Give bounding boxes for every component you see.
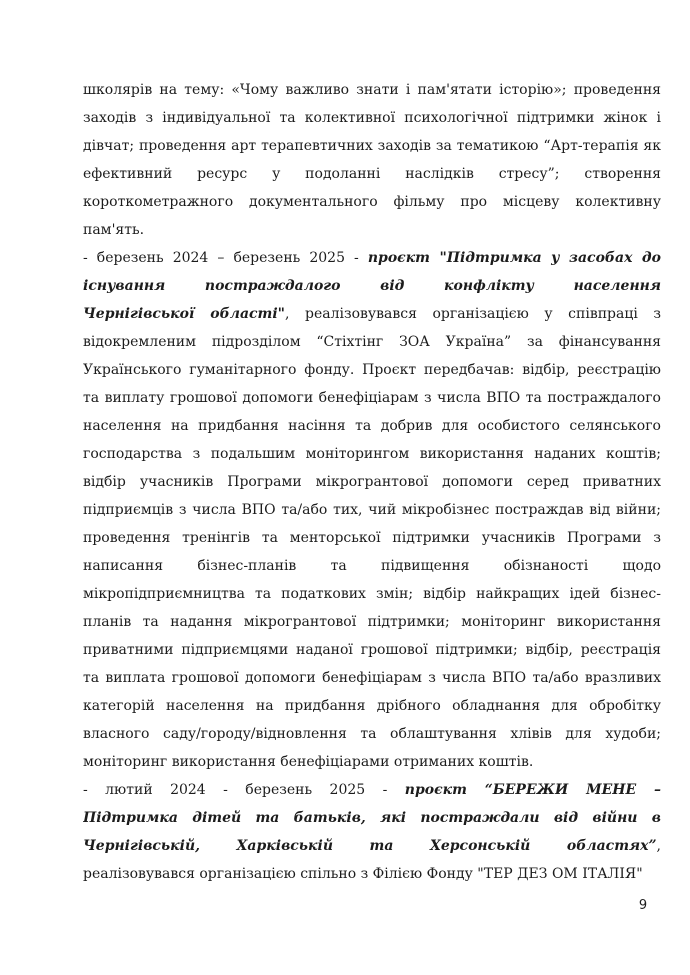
text-line xyxy=(83,636,661,664)
text-line xyxy=(83,664,661,692)
text-line xyxy=(83,160,661,188)
body-text: власного саду/городу/відновлення та облаштування хлівів для худоби; xyxy=(83,726,661,742)
emphasized-text: проєкт “БЕРЕЖИ МЕНЕ – xyxy=(404,782,661,798)
body-text: населення на придбання насіння та добрив для особистого селянського xyxy=(83,418,661,434)
text-line xyxy=(83,496,661,524)
text-line xyxy=(83,748,661,776)
body-text: школярів на тему: «Чому важливо знати і пам'ятати історію»; проведення xyxy=(83,82,661,98)
body-text: - березень 2024 – березень 2025 - xyxy=(83,250,368,266)
body-text: Українського гуманітарного фонду. Проєкт передбачав: відбір, реєстрацію xyxy=(83,362,661,378)
text-line xyxy=(83,552,661,580)
text-line xyxy=(83,216,661,244)
text-line xyxy=(83,272,661,300)
text-line xyxy=(83,412,661,440)
body-text: проведення тренінгів та менторської підтримки учасників Програми з xyxy=(83,530,661,546)
emphasized-text: Чернігівській, Харківській та Херсонській областях” xyxy=(83,838,657,854)
text-line xyxy=(83,440,661,468)
body-text: мікропідприємництва та податкових змін; відбір найкращих ідей бізнес- xyxy=(83,586,661,602)
body-text: короткометражного документального фільму про місцеву колективну xyxy=(83,194,661,210)
text-line xyxy=(83,384,661,412)
text-line xyxy=(83,692,661,720)
body-text: відбір учасників Програми мікрогрантової допомоги серед приватних xyxy=(83,474,661,490)
body-text: пам'ять. xyxy=(83,222,145,238)
body-text: дівчат; проведення арт терапевтичних заходів за тематикою “Арт-терапія як xyxy=(83,138,661,154)
text-line xyxy=(83,356,661,384)
text-line xyxy=(83,580,661,608)
text-line xyxy=(83,76,661,104)
body-text: категорій населення на придбання дрібного обладнання для обробітку xyxy=(83,698,661,714)
body-text: та виплату грошової допомоги бенефіціарам з числа ВПО та постраждалого xyxy=(83,390,661,406)
text-line xyxy=(83,244,661,272)
body-text: ефективний ресурс у подоланні наслідків стресу”; створення xyxy=(83,166,661,182)
emphasized-text: Чернігівської області" xyxy=(83,306,285,322)
body-text: - лютий 2024 - березень 2025 - xyxy=(83,782,405,798)
text-line xyxy=(83,328,661,356)
body-text: реалізовувався організацією спільно з Філією Фонду "ТЕР ДЕЗ ОМ ІТАЛІЯ" xyxy=(83,866,643,882)
document-text xyxy=(83,76,661,888)
page-number: 9 xyxy=(638,898,648,913)
text-line xyxy=(83,468,661,496)
emphasized-text: існування постраждалого від конфлікту населення xyxy=(83,278,661,294)
text-line xyxy=(83,188,661,216)
body-text: написання бізнес-планів та підвищення обізнаності щодо xyxy=(83,558,661,574)
body-text: відокремленим підрозділом “Стіхтінг ЗОА Україна” за фінансування xyxy=(83,334,661,350)
emphasized-text: Підтримка дітей та батьків, які постраждали від війни в xyxy=(83,810,661,826)
body-text: підприємців з числа ВПО та/або тих, чий мікробізнес постраждав від війни; xyxy=(83,502,661,518)
text-line xyxy=(83,300,661,328)
text-line xyxy=(83,776,661,804)
text-line xyxy=(83,804,661,832)
body-text: господарства з подальшим моніторингом використання наданих коштів; xyxy=(83,446,661,462)
emphasized-text: проєкт "Підтримка у засобах до xyxy=(367,250,661,266)
text-line xyxy=(83,104,661,132)
body-text: , реалізовувався організацією у співпраці з xyxy=(284,306,661,322)
body-text: планів та надання мікрогрантової підтримки; моніторинг використання xyxy=(83,614,661,630)
text-line xyxy=(83,608,661,636)
text-line xyxy=(83,832,661,860)
text-line xyxy=(83,720,661,748)
body-text: моніторинг використання бенефіціарами отриманих коштів. xyxy=(83,754,534,770)
body-text: , xyxy=(656,838,661,854)
text-line xyxy=(83,524,661,552)
body-text: та виплата грошової допомоги бенефіціарам з числа ВПО та/або вразливих xyxy=(83,670,661,686)
text-line xyxy=(83,132,661,160)
body-text: приватними підприємцями наданої грошової підтримки; відбір, реєстрація xyxy=(83,642,661,658)
body-text: заходів з індивідуальної та колективної психологічної підтримки жінок і xyxy=(83,110,661,126)
text-line xyxy=(83,860,661,888)
